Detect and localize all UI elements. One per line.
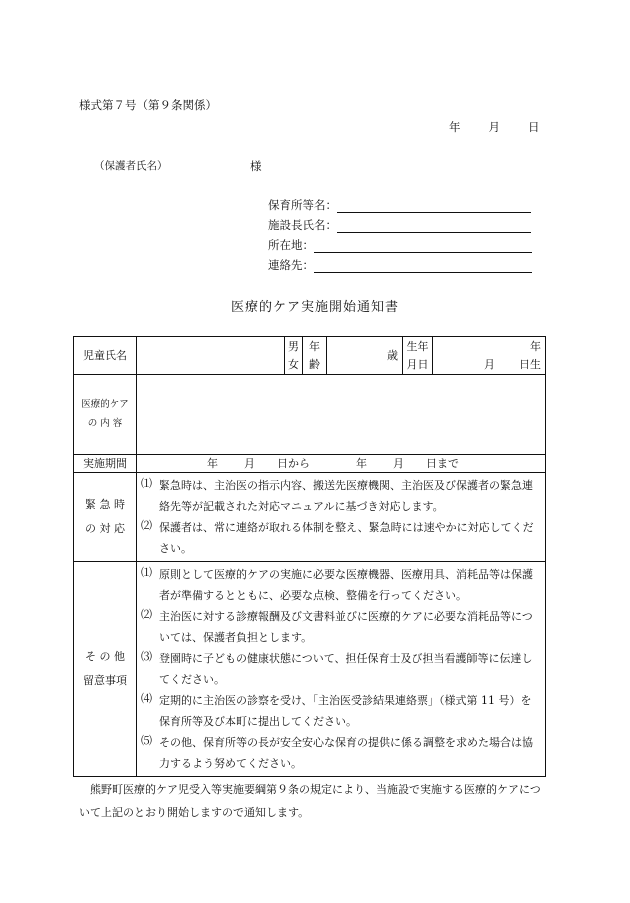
period-to-year: 年 — [356, 457, 367, 470]
facility-name-label: 保育所等名： — [268, 198, 337, 212]
dob-value-cell — [433, 337, 546, 375]
age-unit: 歳 — [327, 337, 403, 375]
emergency-list — [137, 473, 546, 562]
list-item — [141, 732, 541, 774]
care-content-label-top: 医療的ケア — [81, 399, 129, 411]
dob-label-bottom: 月日 — [406, 357, 429, 371]
footer-statement: 熊野町医療的ケア児受入等実施要綱第９条の規定により、当施設で実施する医療的ケアについて上記のとおり開始しますので通知します。 — [79, 783, 541, 819]
guardian-name-label: （保護者氏名） — [94, 160, 168, 172]
dob-month: 月 — [484, 357, 495, 371]
list-item — [141, 648, 541, 690]
care-content-label-bottom: の 内 容 — [87, 417, 123, 429]
date-day: 日 — [528, 120, 540, 134]
facility-name-row — [268, 197, 531, 213]
sex-male: 男 — [288, 339, 299, 353]
emergency-row — [74, 473, 546, 562]
item-text: 保護者は、常に連絡が取れる体制を整え、緊急時には速やかに対応してください。 — [159, 521, 534, 556]
emergency-label — [74, 473, 137, 562]
notes-list — [137, 562, 546, 777]
notes-row — [74, 562, 546, 777]
emergency-label-bottom: の 対 応 — [85, 522, 125, 536]
age-label-cell — [303, 337, 327, 375]
list-item — [141, 564, 541, 606]
period-to-day: 日まで — [426, 457, 459, 470]
item-text: 主治医に対する診療報酬及び文書料並びに医療的ケアに必要な消耗品等については、保護者負担とします。 — [159, 610, 533, 645]
dob-label-top: 生年 — [406, 339, 429, 353]
address-label: 所在地： — [268, 238, 314, 252]
dob-day: 日生 — [519, 357, 541, 371]
address-line — [314, 240, 532, 253]
sex-cell — [285, 337, 303, 375]
age-label-top: 年 — [309, 339, 320, 353]
dob-month-day — [433, 356, 545, 374]
age-label-bottom: 齢 — [309, 357, 320, 371]
care-content-label — [74, 375, 137, 455]
item-number: ⑴ — [141, 477, 152, 491]
item-number: ⑵ — [141, 519, 152, 533]
period-to-month: 月 — [393, 457, 404, 470]
period-cell — [137, 455, 546, 473]
list-item — [141, 475, 541, 517]
item-number: ⑴ — [141, 566, 152, 580]
list-item — [141, 690, 541, 732]
director-name-label: 施設長氏名： — [268, 218, 337, 232]
facility-name-line — [337, 200, 531, 213]
item-number: ⑷ — [141, 692, 152, 706]
care-content-cell — [137, 375, 546, 455]
period-from-day: 日から — [277, 457, 310, 470]
period-from-month: 月 — [244, 457, 255, 470]
item-text: 緊急時は、主治医の指示内容、搬送先医療機関、主治医及び保護者の緊急連絡先等が記載された対応マニュアルに基づき対応します。 — [159, 479, 533, 514]
period-label: 実施期間 — [74, 455, 137, 473]
document-title: 医療的ケア実施開始通知書 — [230, 300, 399, 315]
list-item — [141, 606, 541, 648]
contact-row — [268, 257, 532, 273]
notes-label-top: そ の 他 — [85, 650, 125, 664]
date-line — [449, 119, 540, 135]
care-content-row — [74, 375, 546, 455]
item-text: 原則として医療的ケアの実施に必要な医療機器、医療用具、消耗品等は保護者が準備するとともに、必要な点検、整備を行ってください。 — [159, 568, 533, 603]
emergency-label-top: 緊 急 時 — [85, 498, 125, 512]
item-text: その他、保育所等の長が安全安心な保育の提供に係る調整を求めた場合は協力するよう努めてください。 — [159, 736, 533, 771]
item-number: ⑶ — [141, 650, 152, 664]
date-month: 月 — [488, 120, 500, 134]
form-number: 様式第７号（第９条関係） — [79, 98, 217, 112]
contact-line — [314, 260, 532, 273]
child-info-row — [74, 337, 546, 375]
item-number: ⑸ — [141, 734, 152, 748]
director-name-row — [268, 217, 531, 233]
child-name-label: 児童氏名 — [74, 337, 137, 375]
item-text: 登園時に子どもの健康状態について、担任保育士及び担当看護師等に伝達してください。 — [159, 652, 533, 687]
dob-label-cell — [403, 337, 433, 375]
item-number: ⑵ — [141, 608, 152, 622]
date-year: 年 — [449, 120, 461, 134]
child-name-cell — [137, 337, 285, 375]
dob-year: 年 — [530, 339, 541, 353]
notes-label-bottom: 留意事項 — [83, 674, 127, 688]
contact-label: 連絡先： — [268, 258, 314, 272]
notice-table — [73, 336, 546, 777]
period-row — [74, 455, 546, 473]
address-row — [268, 237, 532, 253]
notes-label — [74, 562, 137, 777]
director-name-line — [337, 220, 531, 233]
item-text: 定期的に主治医の診察を受け、「主治医受診結果連絡票」（様式第 11 号）を保育所等及び本町に提出してください。 — [159, 694, 532, 729]
sex-female: 女 — [288, 357, 299, 371]
honorific: 様 — [250, 159, 262, 173]
list-item — [141, 517, 541, 559]
period-from-year: 年 — [207, 457, 218, 470]
